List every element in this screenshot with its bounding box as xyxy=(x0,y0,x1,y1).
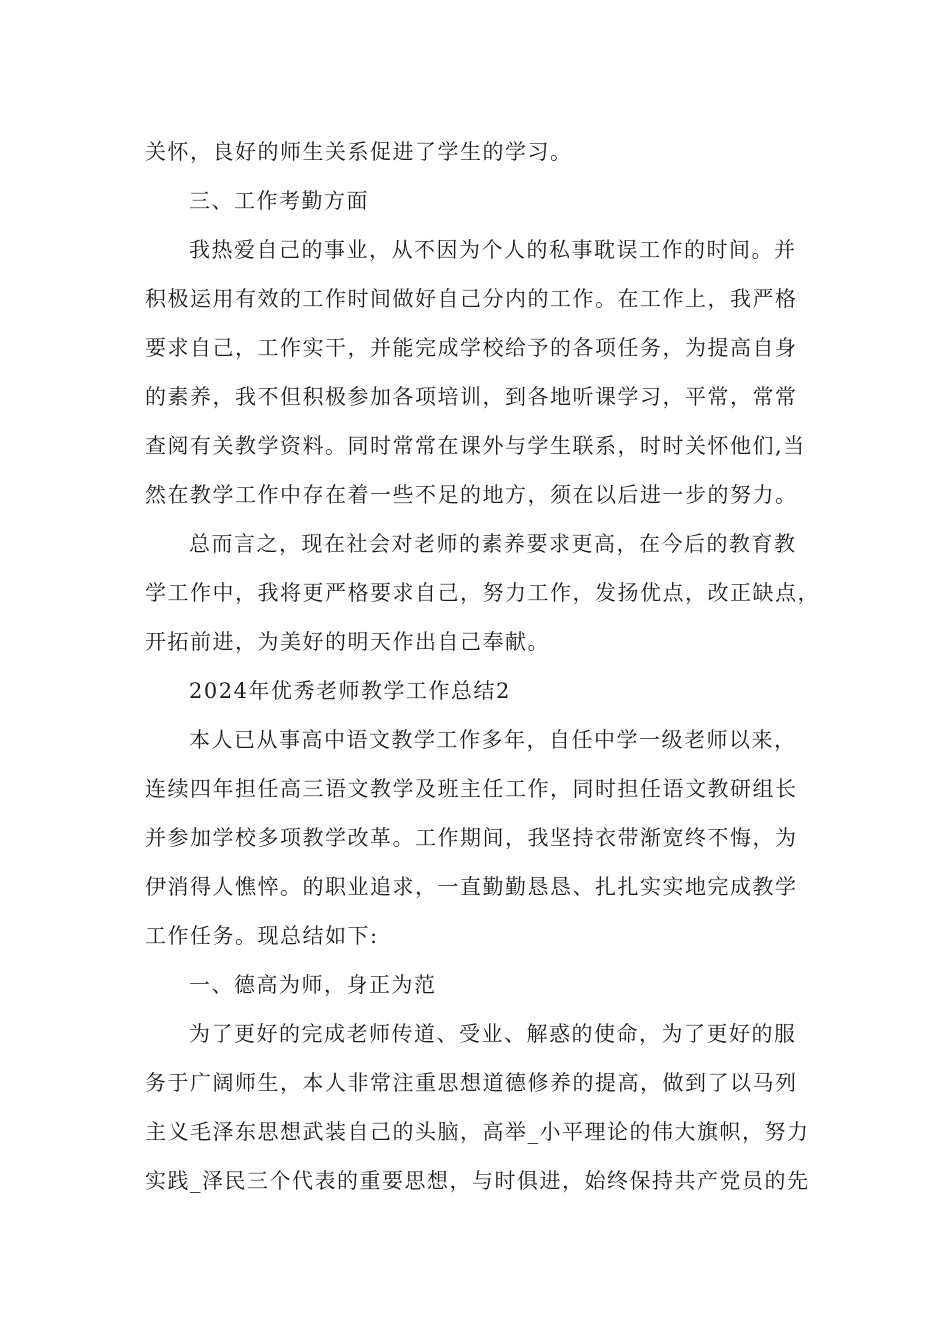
paragraph-start-line: 本人已从事高中语文教学工作多年，自任中学一级老师以来， xyxy=(189,728,797,752)
text-line: 实践_泽民三个代表的重要思想，与时俱进，始终保持共产党员的先 xyxy=(145,1169,810,1193)
text-line: 务于广阔师生，本人非常注重思想道德修养的提高，做到了以马列 xyxy=(145,1071,798,1095)
paragraph-start-line: 2024年优秀老师教学工作总结2 xyxy=(189,679,511,703)
paragraph-start-line: 三、工作考勤方面 xyxy=(189,189,369,213)
text-line: 主义毛泽东思想武装自己的头脑，高举_小平理论的伟大旗帜，努力 xyxy=(145,1120,810,1144)
text-line: 然在教学工作中存在着一些不足的地方，须在以后进一步的努力。 xyxy=(145,483,798,507)
text-line: 连续四年担任高三语文教学及班主任工作，同时担任语文教研组长 xyxy=(145,777,798,801)
document-body xyxy=(145,128,845,1206)
text-line: 开拓前进，为美好的明天作出自己奉献。 xyxy=(145,630,550,654)
text-line: 的素养，我不但积极参加各项培训，到各地听课学习，平常，常常 xyxy=(145,385,798,409)
paragraph-start-line: 我热爱自己的事业，从不因为个人的私事耽误工作的时间。并 xyxy=(189,238,797,262)
text-line: 工作任务。现总结如下: xyxy=(145,924,379,948)
paragraph-start-line: 一、德高为师，身正为范 xyxy=(189,973,437,997)
text-line: 关怀，良好的师生关系促进了学生的学习。 xyxy=(145,140,573,164)
text-line: 要求自己，工作实干，并能完成学校给予的各项任务，为提高自身 xyxy=(145,336,798,360)
text-line: 学工作中，我将更严格要求自己，努力工作，发扬优点，改正缺点， xyxy=(145,581,820,605)
paragraph-start-line: 为了更好的完成老师传道、受业、解惑的使命，为了更好的服 xyxy=(189,1022,797,1046)
text-line: 伊消得人憔悴。的职业追求，一直勤勤恳恳、扎扎实实地完成教学 xyxy=(145,875,798,899)
text-line: 查阅有关教学资料。同时常常在课外与学生联系，时时关怀他们,当 xyxy=(145,434,806,458)
paragraph-start-line: 总而言之，现在社会对老师的素养要求更高，在今后的教育教 xyxy=(189,532,797,556)
text-line: 积极运用有效的工作时间做好自己分内的工作。在工作上，我严格 xyxy=(145,287,798,311)
text-line: 并参加学校多项教学改革。工作期间，我坚持衣带渐宽终不悔，为 xyxy=(145,826,798,850)
